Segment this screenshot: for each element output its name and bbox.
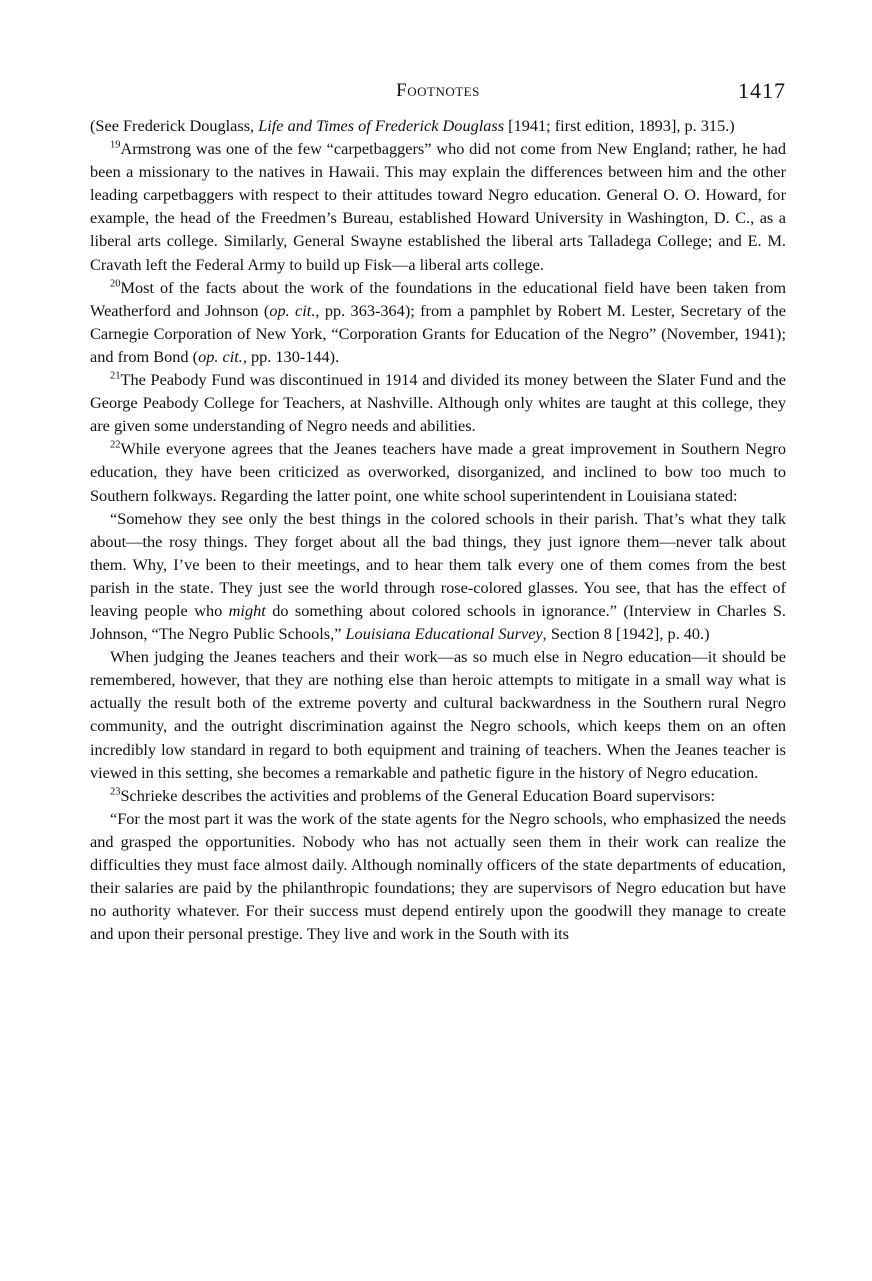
page [90, 80, 786, 945]
running-head: Footnotes [396, 80, 480, 101]
footnote-number: 23 [110, 786, 121, 798]
book-title: Life and Times of Frederick Douglass [258, 116, 505, 135]
footnote-19: $^{19}$Armstrong was one of the few “carpetbaggers” who did not come from New England; rather, he had been a missionary to the natives in Hawaii. This may explain the differences between him and the other leading carpetbaggers with respect to their attitudes toward Negro education. General O. O. Howard, for example, the head of the Freedmen’s Bureau, established Howard University in Washington, D. C., as a liberal arts college. Similarly, General Swayne established the liberal arts Talladega College; and E. M. Cravath left the Federal Army to build up Fisk—a liberal arts college. [90, 139, 786, 274]
page-number: 1417 [738, 78, 786, 103]
footnote-22-quote: “Somehow they see only the best things in the colored schools in their parish. That’s what they talk about—the rosy things. They forget about all the bad things, they just ignore them—never talk about them. Why, I’ve been to their meetings, and to hear them talk every one of them comes from the best parish in the state. They just see the world through rose-colored glasses. You see, that has the effect of leaving people who might do something about colored schools in ignorance.” (Interview in Charles S. Johnson, “The Negro Public Schools,” Louisiana Educational Survey, Section 8 [1942], p. 40.) [90, 508, 786, 644]
footnote-number: 19 [110, 139, 121, 151]
footnote-number: 22 [110, 439, 121, 451]
footnote-20: $^{20}$Most of the facts about the work of the foundations in the educational field have been taken from Weatherford and Johnson (op. cit., pp. 363-364); from a pamphlet by Robert M. Lester, Secretary of the Carnegie Corporation of New York, “Corporation Grants for Education of the Negro” (November, 1941); and from Bond (op. cit., pp. 130-144). [90, 277, 786, 366]
footnote-number: 20 [110, 278, 121, 290]
footnotes-body [90, 114, 786, 945]
footnote-23: $^{23}$Schrieke describes the activities and problems of the General Education Board supervisors: [110, 785, 716, 805]
footnote-18-continued: (See Frederick Douglass, Life and Times of Frederick Douglass [1941; first edition, 1893], p. 315.) [90, 116, 735, 135]
footnote-22-paragraph: When judging the Jeanes teachers and their work—as so much else in Negro education—it should be remembered, however, that they are nothing else than heroic attempts to mitigate in a small way what is actually the result both of the extreme poverty and cultural backwardness in the Southern rural Negro community, and the outright discrimination against the Negro schools, which keeps them on an often incredibly low standard in regard to both equipment and training of teachers. When the Jeanes teacher is viewed in this setting, she becomes a remarkable and pathetic figure in the history of Negro education. [90, 647, 786, 782]
footnote-number: 21 [110, 370, 121, 382]
source-title: Louisiana Educational Survey [345, 624, 543, 644]
footnote-23-quote: “For the most part it was the work of the state agents for the Negro schools, who emphasized the needs and grasped the opportunities. Nobody who has not actually seen them in their work can realize the difficulties they must face almost daily. Although nominally officers of the state departments of education, their salaries are paid by the philanthropic foundations; they are supervisors of Negro education but have no authority whatever. For their success must depend entirely upon the goodwill they manage to create and upon their personal prestige. They live and work in the South with its [90, 808, 786, 944]
page-header [90, 80, 786, 110]
footnote-21: $^{21}$The Peabody Fund was discontinued in 1914 and divided its money between the Slater Fund and the George Peabody College for Teachers, at Nashville. Although only whites are taught at this college, they are given some understanding of Negro needs and abilities. [90, 370, 786, 436]
footnote-22: $^{22}$While everyone agrees that the Jeanes teachers have made a great improvement in Southern Negro education, they have been criticized as overworked, disorganized, and inclined to bow too much to Southern folkways. Regarding the latter point, one white school superintendent in Louisiana stated: [90, 439, 786, 505]
